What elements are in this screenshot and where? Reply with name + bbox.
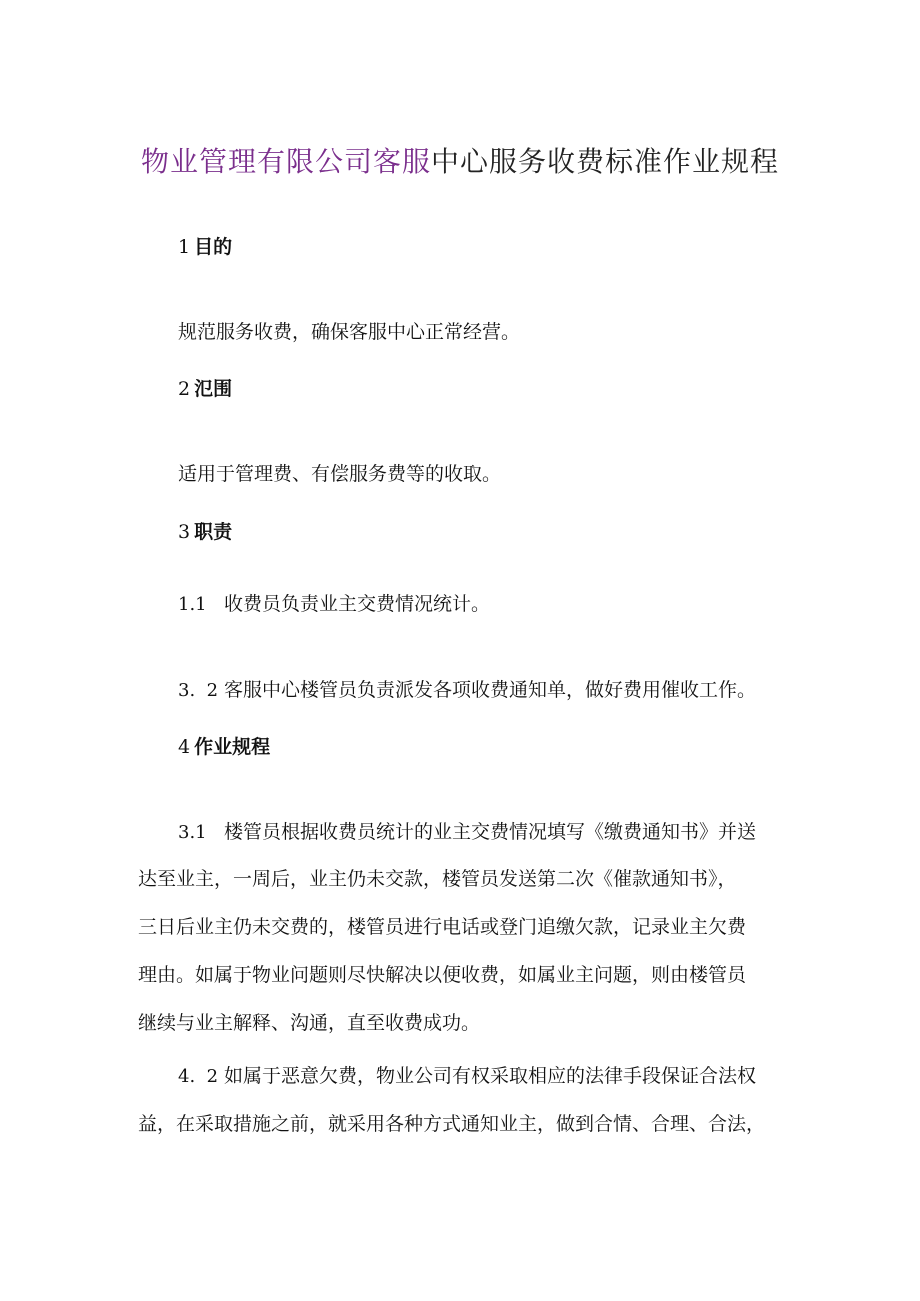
paragraph-line: 4. 2 如属于恶意欠费，物业公司有权采取相应的法律手段保证合法权: [178, 1065, 757, 1087]
title-rest: 中心服务收费标准作业规程: [431, 145, 780, 178]
document-title: [0, 144, 920, 180]
section-heading-purpose: 1 目的: [178, 236, 233, 258]
paragraph-line: 继续与业主解释、沟通，直至收费成功。: [138, 1012, 481, 1034]
section-heading-duties: 3 职责: [178, 521, 233, 543]
paragraph-line: 3.1 楼管员根据收费员统计的业主交费情况填写《缴费通知书》并送: [178, 821, 757, 843]
purpose-text: 规范服务收费，确保客服中心正常经营。: [178, 321, 521, 343]
scope-text: 适用于管理费、有偿服务费等的收取。: [178, 463, 502, 485]
paragraph-line: 益，在采取措施之前，就采用各种方式通知业主，做到合情、合理、合法，: [138, 1113, 766, 1135]
section-heading-procedure: 4 作业规程: [178, 736, 271, 758]
title-accent: 物业管理有限公司客服: [140, 145, 431, 178]
paragraph-line: 理由。如属于物业问题则尽快解决以便收费，如属业主问题，则由楼管员: [138, 964, 747, 986]
paragraph-line: 达至业主，一周后，业主仍未交款，楼管员发送第二次《催款通知书》，: [138, 868, 737, 890]
duty-item: 1.1 收费员负责业主交费情况统计。: [178, 593, 491, 615]
section-heading-scope: 2 氾围: [178, 378, 233, 400]
paragraph-line: 三日后业主仍未交费的，楼管员进行电话或登门追缴欠款，记录业主欠费: [138, 916, 747, 938]
duty-item: 3. 2 客服中心楼管员负责派发各项收费通知单，做好费用催收工作。: [178, 679, 757, 701]
